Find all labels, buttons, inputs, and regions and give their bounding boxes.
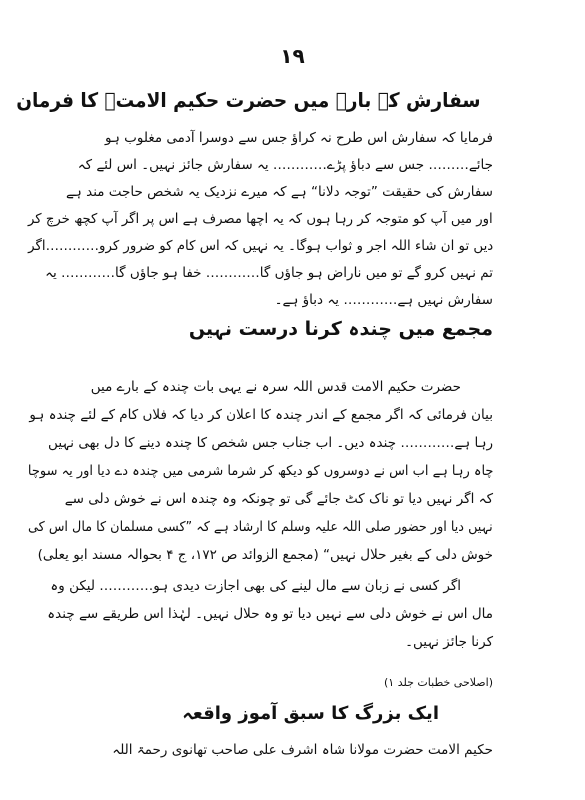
paragraph-line: کہ اگر نہیں دیا تو ناک کٹ جائے گی تو چونکہ وہ چندہ اس نے خوش دلی سے (64, 491, 493, 507)
paragraph-line: اور میں آپ کو متوجہ کر رہا ہوں کہ یہ اچھا مصرف ہے اس پر اگر آپ کچھ خرچ کر (28, 211, 493, 227)
paragraph-line: جائے……… جس سے دباؤ پڑے………… یہ سفارش جائز نہیں۔ اس لئے کہ (77, 157, 493, 173)
section-heading-fundraising: مجمع میں چندہ کرنا درست نہیں (188, 318, 493, 340)
source-reference: (اصلاحی خطبات جلد ۱) (384, 676, 493, 689)
section-heading-recommendation: سفارش کے بارے میں حضرت حکیم الامتؒ کا فرمان (16, 88, 481, 112)
page-number: ۱۹ (280, 44, 305, 68)
paragraph-line: اگر کسی نے زبان سے مال لینے کی بھی اجازت دیدی ہو………… لیکن وہ (50, 578, 461, 594)
paragraph-line: تم نہیں کرو گے تو میں ناراض ہو جاؤں گا………… خفا ہو جاؤں گا………… یہ (45, 265, 493, 281)
paragraph-line: دیں تو ان شاء اللہ اجر و ثواب ہوگا۔ یہ نہیں کہ اس کام کو ضرور کرو…………اگر (27, 238, 493, 254)
section-heading-anecdote: ایک بزرگ کا سبق آموز واقعہ (182, 703, 439, 724)
paragraph-line: چاہ رہا ہے اب اس نے دوسروں کو دیکھ کر شرما شرمی میں چندہ دے دیا اور یہ سوچا (27, 463, 493, 479)
paragraph-line: سفارش کی حقیقت ”توجہ دلانا“ ہے کہ میرے نزدیک یہ شخص حاجت مند ہے (66, 184, 493, 200)
paragraph-line: حضرت حکیم الامت قدس اللہ سرہ نے یہی بات چندہ کے بارے میں (90, 379, 461, 395)
paragraph-line: خوش دلی کے بغیر حلال نہیں“ (مجمع الزوائد ص ۱۷۲، ج ۴ بحوالہ مسند ابو یعلی) (37, 547, 493, 563)
paragraph-line: مال اس نے خوش دلی سے نہیں دیا تو وہ حلال نہیں۔ لہٰذا اس طریقے سے چندہ (47, 606, 493, 622)
paragraph-line: فرمایا کہ سفارش اس طرح نہ کراؤ جس سے دوسرا آدمی مغلوب ہو (105, 130, 493, 146)
paragraph-line: نہیں دیا اور حضور صلی اللہ علیہ وسلم کا ارشاد ہے کہ ”کسی مسلمان کا مال اس کی (28, 519, 493, 535)
paragraph-line: حکیم الامت حضرت مولانا شاہ اشرف علی صاحب تھانوی رحمۃ اللہ (112, 742, 493, 758)
paragraph-line: رہا ہے………… چندہ دیں۔ اب جناب جس شخص کا چندہ دینے کا دل بھی نہیں (48, 435, 493, 451)
paragraph-line: کرنا جائز نہیں۔ (405, 634, 493, 650)
paragraph-line: بیان فرمائی کہ اگر مجمع کے اندر چندہ کا اعلان کر دیا کہ فلاں کام کے لئے چندہ ہو (29, 407, 493, 423)
paragraph-line: سفارش نہیں ہے………… یہ دباؤ ہے۔ (274, 292, 493, 308)
